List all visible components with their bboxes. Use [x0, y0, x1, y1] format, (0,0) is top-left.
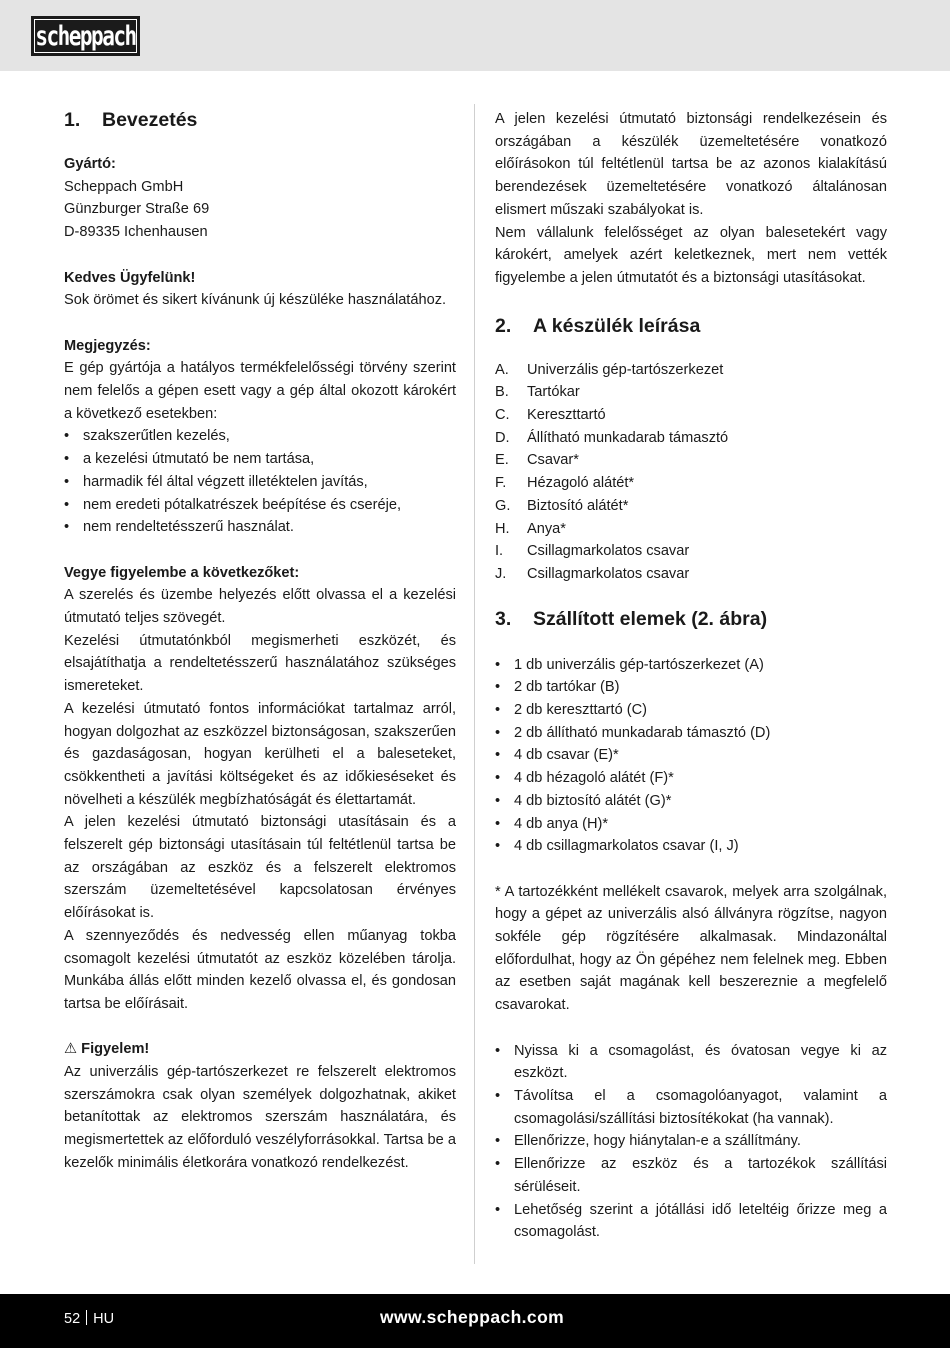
list-item-text: a kezelési útmutató be nem tartása,	[83, 451, 315, 468]
part-letter: D.	[495, 429, 510, 446]
bullet-icon: •	[495, 792, 501, 809]
list-item-text: szakszerűtlen kezelés,	[83, 428, 230, 445]
list-item	[495, 1130, 887, 1153]
section-3-heading	[495, 607, 887, 631]
section-title: A készülék leírása	[533, 314, 701, 337]
list-item	[495, 654, 887, 677]
list-item	[495, 699, 887, 722]
page-num-text: 52	[64, 1311, 81, 1327]
list-item	[495, 835, 887, 858]
bullet-icon: •	[64, 473, 70, 490]
bullet-icon: •	[495, 702, 501, 719]
list-item-text: 4 db csavar (E)*	[514, 747, 619, 764]
paragraph: A jelen kezelési útmutató biztonsági utasításain és a felszerelt gép biztonsági utasításain túl feltétlenül tartsa be az országában az eszköz és a felszerelt elektromos szerszám üzemeltetésével kapcsolatosan érvényes előírásokat is.	[64, 814, 456, 922]
logo-text: scheppach	[35, 21, 136, 51]
bullet-icon: •	[495, 1087, 501, 1104]
parts-list-item	[495, 427, 887, 450]
greeting-text: Sok örömet és sikert kívánunk új készüléke használatához.	[64, 292, 447, 309]
list-item-text: Ellenőrizze, hogy hiánytalan-e a szállítmány.	[514, 1133, 801, 1150]
warning-text: Az univerzális gép-tartószerkezet re felszerelt elektromos szerszámokra csak olyan személyek dolgozhatnak, akiket betanítottak az elektromos szerszám használatára, és megismertettek az előforduló veszélyforrásokkal. Tartsa be a kezelők minimális életkorára vonatkozó rendelkezést.	[64, 1064, 456, 1171]
bullet-icon: •	[64, 428, 70, 445]
part-letter: B.	[495, 384, 509, 401]
paragraph: A szerelés és üzembe helyezés előtt olvassa el a kezelési útmutató teljes szövegét.	[64, 587, 456, 627]
part-letter: A.	[495, 361, 509, 378]
list-item	[495, 767, 887, 790]
part-text: Állítható munkadarab támasztó	[527, 429, 729, 446]
list-item	[495, 744, 887, 767]
greeting-label: Kedves Ügyfelünk!	[64, 269, 196, 286]
parts-list-item	[495, 495, 887, 518]
list-item-text: 2 db kereszttartó (C)	[514, 702, 648, 719]
bullet-icon: •	[495, 1133, 501, 1150]
list-item-text: harmadik fél által végzett illetéktelen javítás,	[83, 473, 368, 490]
part-text: Biztosító alátét*	[527, 497, 629, 514]
list-item-text: 2 db tartókar (B)	[514, 679, 620, 696]
parts-list-item	[495, 381, 887, 404]
separator	[86, 1310, 87, 1325]
part-text: Csillagmarkolatos csavar	[527, 543, 690, 560]
paragraph: Nem vállalunk felelősséget az olyan balesetekért vagy károkért, amelyek azért keletkeznek, mert nem vették figyelembe a jelen útmutatót és a biztonsági utasításokat.	[495, 224, 887, 286]
part-letter: G.	[495, 497, 511, 514]
paragraph: A kezelési útmutató fontos információkat tartalmaz arról, hogyan dolgozhat az eszközzel biztonságosan, szakszerűen és gazdaságosan, hogyan kerülheti el a baleseteket, csökkentheti a javítási költségeket és az időkieséseket és növelheti a készülék megbízhatóságát és élettartamát.	[64, 700, 456, 808]
column-divider	[474, 104, 475, 1264]
bullet-icon: •	[495, 1201, 501, 1218]
list-item	[495, 722, 887, 745]
section-title: Bevezetés	[102, 109, 198, 131]
warning-label: Figyelem!	[81, 1041, 150, 1058]
part-letter: J.	[495, 565, 507, 582]
paragraph: A szennyeződés és nedvesség ellen műanyag tokba csomagolt kezelési útmutatót az eszköz közelében tárolja. Munkába állás előtt minden kezelő olvassa el, és gondosan tartsa be előírásait.	[64, 927, 456, 1012]
list-item	[64, 471, 456, 494]
part-text: Tartókar	[527, 384, 580, 401]
website-url: www.scheppach.com	[380, 1307, 565, 1327]
part-letter: F.	[495, 475, 507, 492]
list-item-text: Lehetőség szerint a jótállási idő leteltéig őrizze meg a csomagolást.	[514, 1201, 887, 1241]
maker-line: D-89335 Ichenhausen	[64, 224, 208, 241]
list-item-text: nem rendeltetésszerű használat.	[83, 519, 294, 536]
bullet-icon: •	[64, 496, 70, 513]
list-item	[495, 1040, 887, 1085]
list-item-text: 2 db állítható munkadarab támasztó (D)	[514, 724, 771, 741]
part-text: Univerzális gép-tartószerkezet	[527, 361, 724, 378]
list-item-text: 1 db univerzális gép-tartószerkezet (A)	[514, 656, 764, 673]
bullet-icon: •	[495, 656, 501, 673]
right-column	[495, 108, 887, 1244]
part-text: Kereszttartó	[527, 407, 606, 424]
part-text: Csillagmarkolatos csavar	[527, 565, 690, 582]
page-header	[0, 0, 950, 71]
bullet-icon: •	[495, 838, 501, 855]
list-item	[64, 516, 456, 539]
list-item-text: Ellenőrizze az eszköz és a tartozékok szállítási sérüléseit.	[514, 1156, 887, 1195]
list-item	[64, 448, 456, 471]
parts-list-item	[495, 472, 887, 495]
section-2-heading	[495, 314, 887, 338]
list-item	[495, 813, 887, 836]
part-text: Hézagoló alátét*	[527, 475, 635, 492]
bullet-icon: •	[495, 1156, 501, 1173]
list-item-text: 4 db hézagoló alátét (F)*	[514, 770, 674, 787]
note-label: Megjegyzés:	[64, 337, 151, 354]
bullet-icon: •	[495, 770, 501, 787]
list-item	[495, 790, 887, 813]
page-number	[64, 1310, 114, 1327]
part-letter: C.	[495, 407, 510, 424]
part-letter: H.	[495, 520, 510, 537]
bullet-icon: •	[64, 519, 70, 536]
list-item	[495, 1153, 887, 1198]
bullet-icon: •	[495, 815, 501, 832]
consider-label: Vegye figyelembe a következőket:	[64, 564, 300, 581]
bullet-icon: •	[64, 451, 70, 468]
note-text: E gép gyártója a hatályos termékfelelősségi törvény szerint nem felelős a gépen esett vagy a gép által okozott károkért a következő esetekben:	[64, 360, 456, 422]
maker-line: Günzburger Straße 69	[64, 201, 210, 218]
part-letter: I.	[495, 543, 504, 560]
parts-list-item	[495, 518, 887, 541]
bullet-icon: •	[495, 679, 501, 696]
list-item	[64, 494, 456, 517]
list-item-text: 4 db anya (H)*	[514, 815, 609, 832]
part-text: Csavar*	[527, 452, 579, 469]
paragraph: A jelen kezelési útmutató biztonsági rendelkezésein és országában a készülék üzemeltetésére vonatkozó előírásokon túl feltétlenül tartsa be az azonos kialakítású berendezések üzemeltetésére vonatkozó általánosan elismert műszaki szabályokat is.	[495, 111, 887, 218]
part-letter: E.	[495, 452, 509, 469]
list-item	[64, 425, 456, 448]
section-number: 3.	[495, 607, 512, 630]
section-title: Szállított elemek (2. ábra)	[533, 607, 768, 630]
list-item-text: 4 db csillagmarkolatos csavar (I, J)	[514, 838, 739, 855]
list-item-text: nem eredeti pótalkatrészek beépítése és cseréje,	[83, 496, 401, 513]
section-1-heading	[64, 108, 456, 132]
warning-heading	[64, 1038, 456, 1061]
left-column	[64, 108, 456, 1175]
bullet-icon: •	[495, 724, 501, 741]
language-code: HU	[93, 1311, 115, 1327]
list-item	[495, 1199, 887, 1244]
bullet-icon: •	[495, 1042, 501, 1059]
section-number: 2.	[495, 314, 512, 337]
section-number: 1.	[64, 109, 81, 131]
list-item	[495, 676, 887, 699]
bullet-icon: •	[495, 747, 501, 764]
parts-list-item	[495, 563, 887, 586]
list-item	[495, 1085, 887, 1130]
maker-label: Gyártó:	[64, 156, 116, 172]
part-text: Anya*	[527, 520, 566, 537]
list-item-text: Távolítsa el a csomagolóanyagot, valamint a csomagolási/szállítási biztosítékokat (ha vannak).	[514, 1087, 887, 1127]
maker-line: Scheppach GmbH	[64, 178, 184, 195]
list-item-text: Nyissa ki a csomagolást, és óvatosan vegye ki az eszközt.	[514, 1042, 887, 1082]
parts-list-item	[495, 404, 887, 427]
page-footer	[0, 1294, 950, 1348]
paragraph: Kezelési útmutatónkból megismerheti eszközét, és elsajátíthatja a rendeltetésszerű használatához szükséges ismereteket.	[64, 632, 456, 695]
parts-list-item	[495, 359, 887, 382]
list-item-text: 4 db biztosító alátét (G)*	[514, 792, 672, 809]
parts-list-item	[495, 449, 887, 472]
warning-icon: ⚠	[64, 1041, 78, 1058]
scheppach-logo	[31, 16, 140, 56]
parts-list-item	[495, 540, 887, 563]
footnote: * A tartozékként mellékelt csavarok, melyek arra szolgálnak, hogy a gépet az univerzális alsó állványra rögzítse, nagyon sokféle gép rögzítésére alkalmasak. Mindazonáltal előfordulhat, hogy az Ön gépéhez nem felelnek meg. Ebben az esetben saját magának kell beszereznie a megfelelő csavarokat.	[495, 883, 887, 1014]
